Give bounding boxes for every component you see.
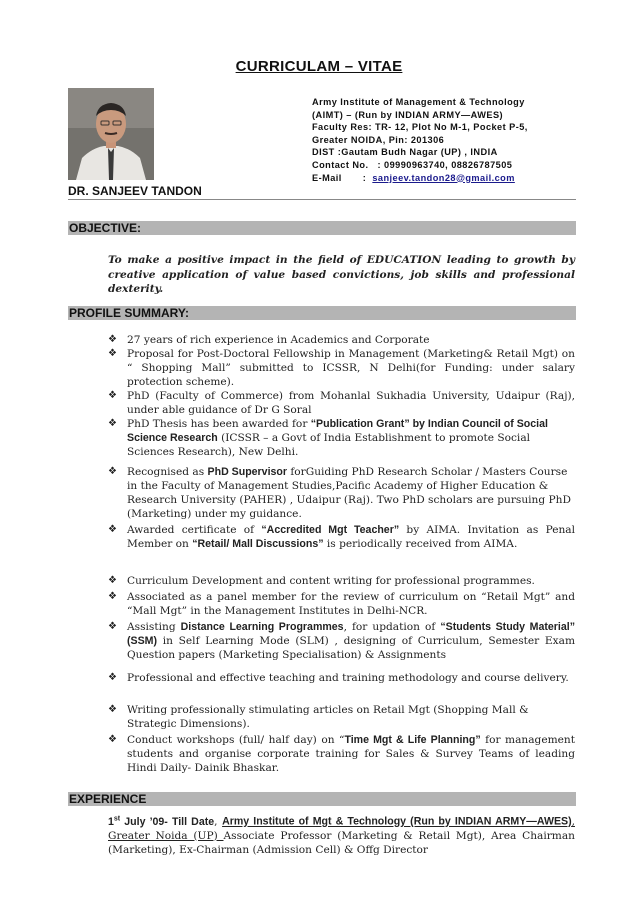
contact-institute-abbr: (AIMT) – (Run by INDIAN ARMY—AWES)	[312, 109, 504, 120]
experience-date-day: 1	[108, 815, 114, 828]
study-material-text: “Students Study Material” (SSM)	[127, 621, 576, 647]
experience-date	[108, 816, 214, 828]
profile-item-text: in Self Learning Mode (SLM) , designing of Curriculum, Semester Exam Question papers (Marketing Specialisation) & Assignments	[127, 635, 575, 661]
profile-item-text: by AIMA. Invitation as Penal Member on	[127, 524, 576, 550]
section-experience: EXPERIENCE	[68, 792, 576, 806]
candidate-name: DR. SANJEEV TANDON	[68, 184, 202, 198]
bullet-icon: ❖	[108, 575, 117, 586]
profile-item: Associated as a panel member for the review of curriculum on “Retail Mgt” and “Mall Mgt” in the Management Institutes in Delhi-NCR.	[127, 591, 575, 617]
profile-item-text: Awarded certificate of	[127, 524, 262, 536]
contact-email-sep: :	[362, 172, 367, 183]
bullet-icon: ❖	[108, 591, 117, 602]
contact-phone-value: : 09990963740, 08826787505	[377, 159, 513, 170]
profile-item-text: , for updation of	[343, 621, 441, 633]
profile-photo	[68, 88, 154, 180]
profile-item	[127, 523, 575, 551]
experience-place: , Greater Noida (UP)	[108, 815, 575, 842]
profile-item-text: (ICSSR – a Govt of India Establishment to promote Social Sciences Research), New Delhi.	[127, 432, 531, 458]
objective-text: To make a positive impact in the field of EDUCATION leading to growth by creative application of value based convictions, job skills and professional dexterity.	[108, 254, 575, 295]
bullet-icon: ❖	[108, 348, 117, 359]
profile-item-text: Recognised as	[127, 466, 208, 478]
contact-address-2: Greater NOIDA, Pin: 201306	[312, 134, 445, 145]
profile-item-text: forGuiding PhD Research Scholar / Masters Course in the Faculty of Management Studies,Pacific Academy of Higher Education & Research University (PAHER) , Udaipur (Raj). Two PhD scholars are pursuing PhD (Marketing) under my guidance.	[127, 466, 571, 520]
bullet-icon: ❖	[108, 734, 117, 745]
profile-item-text: for management students and organise corporate training for Sales & Survey Teams of leading Hindi Daily- Dainik Bhaskar.	[127, 734, 575, 774]
profile-item	[127, 417, 575, 459]
accredited-teacher-text: “Accredited Mgt Teacher”	[261, 524, 400, 536]
profile-item: Curriculum Development and content writing for professional programmes.	[127, 575, 535, 587]
contact-address-1: Faculty Res: TR- 12, Plot No M-1, Pocket P-5,	[312, 122, 528, 133]
bullet-icon: ❖	[108, 704, 117, 715]
experience-date-rest: July ’09- Till Date	[120, 815, 215, 828]
email-link[interactable]: sanjeev.tandon28@gmail.com	[372, 172, 515, 183]
profile-item: Proposal for Post-Doctoral Fellowship in Management (Marketing& Retail Mgt) on “ Shopping Mall” submitted to ICSSR, N Delhi(for Funding: under salary protection scheme).	[127, 348, 575, 388]
profile-item: PhD (Faculty of Commerce) from Mohanlal Sukhadia University, Udaipur (Raj), under able guidance of Dr G Soral	[127, 390, 575, 416]
profile-item-text: Assisting	[127, 621, 181, 633]
section-objective: OBJECTIVE:	[68, 221, 576, 235]
contact-institute: Army Institute of Management & Technology	[312, 97, 525, 107]
bullet-icon: ❖	[108, 621, 117, 632]
bullet-icon: ❖	[108, 524, 117, 535]
profile-item-text: is periodically received from AIMA.	[323, 538, 518, 550]
experience-organisation: Army Institute of Mgt & Technology (Run by INDIAN ARMY—AWES)	[222, 815, 572, 828]
contact-email-label: E-Mail	[312, 172, 342, 183]
contact-address-3: DIST :Gautam Budh Nagar (UP) , INDIA	[312, 147, 498, 158]
bullet-icon: ❖	[108, 334, 117, 345]
header-divider	[68, 199, 576, 200]
profile-item	[127, 465, 575, 521]
bullet-icon: ❖	[108, 466, 117, 477]
bullet-icon: ❖	[108, 418, 117, 429]
section-profile-summary: PROFILE SUMMARY:	[68, 306, 576, 320]
bullet-icon: ❖	[108, 390, 117, 401]
contact-phone-row	[312, 159, 592, 172]
time-mgt-text: Time Mgt & Life Planning”	[344, 734, 481, 746]
experience-role: Associate Professor (Marketing & Retail Mgt), Area Chairman (Marketing), Ex-Chairman (Admission Cell) & Offg Director	[108, 829, 575, 856]
bullet-icon: ❖	[108, 672, 117, 683]
publication-grant-text: “Publication Grant” by Indian Council of Social Science Research	[127, 418, 548, 444]
profile-item	[127, 620, 575, 662]
profile-item-text: Conduct workshops (full/ half day) on “	[127, 734, 345, 746]
phd-supervisor-text: PhD Supervisor	[207, 466, 288, 478]
profile-item-text: PhD Thesis has been awarded for	[127, 418, 311, 430]
contact-phone-label: Contact No.	[312, 159, 369, 170]
contact-block	[312, 96, 592, 184]
profile-item: Writing professionally stimulating articles on Retail Mgt (Shopping Mall & Strategic Dimensions).	[127, 704, 529, 730]
profile-item: Professional and effective teaching and training methodology and course delivery.	[127, 672, 569, 684]
contact-email-row	[312, 172, 592, 185]
experience-entry	[108, 812, 575, 857]
profile-item: 27 years of rich experience in Academics and Corporate	[127, 334, 430, 346]
profile-item	[127, 733, 575, 775]
page-title: CURRICULAM – VITAE	[235, 58, 403, 75]
experience-separator: ,	[214, 815, 223, 828]
experience-date-suffix: st	[113, 815, 121, 822]
retail-discussions-text: “Retail/ Mall Discussions”	[192, 538, 324, 550]
distance-learning-text: Distance Learning Programmes	[180, 621, 344, 633]
